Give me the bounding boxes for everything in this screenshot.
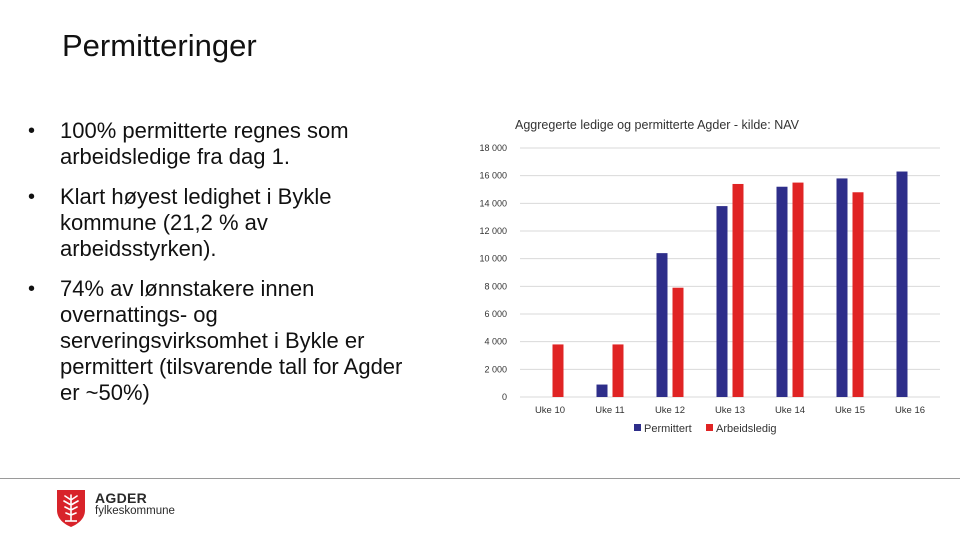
bar-chart <box>460 100 950 450</box>
bar-arbeidsledig-uke-15 <box>853 192 864 397</box>
x-tick-label: Uke 10 <box>534 405 566 416</box>
x-tick-label: Uke 12 <box>654 405 686 416</box>
y-tick-label: 14 000 <box>479 198 507 209</box>
legend-swatch-arbeidsledig <box>706 424 713 431</box>
bar-arbeidsledig-uke-14 <box>793 183 804 397</box>
x-tick-label: Uke 11 <box>595 405 625 416</box>
y-tick-label: 0 <box>501 392 507 402</box>
footer-divider <box>0 478 960 479</box>
y-tick-label: 2 000 <box>484 364 507 375</box>
chart-title: Aggregerte ledige og permitterte Agder - kilde: NAV <box>515 118 799 132</box>
y-tick-label: 16 000 <box>479 170 507 181</box>
bar-permittert-uke-11 <box>597 385 608 397</box>
bar-permittert-uke-15 <box>837 178 848 397</box>
slide-title: Permitteringer <box>62 28 257 63</box>
bullet-list <box>28 118 418 420</box>
legend-swatch-permittert <box>634 424 641 431</box>
bar-arbeidsledig-uke-12 <box>673 288 684 397</box>
legend-label-arbeidsledig: Arbeidsledig <box>716 423 777 435</box>
y-tick-label: 4 000 <box>484 336 507 347</box>
bar-permittert-uke-13 <box>717 206 728 397</box>
agder-coat-of-arms-icon <box>55 488 87 528</box>
y-tick-label: 6 000 <box>484 309 507 319</box>
bar-arbeidsledig-uke-13 <box>733 184 744 397</box>
bullet-item: • 100% permitterte regnes som arbeidsledige fra dag 1. <box>28 118 418 170</box>
y-tick-label: 8 000 <box>484 281 507 292</box>
logo-name: AGDER <box>95 490 148 506</box>
bar-permittert-uke-14 <box>777 187 788 397</box>
bar-permittert-uke-12 <box>657 253 668 397</box>
y-tick-label: 10 000 <box>479 253 507 264</box>
bar-permittert-uke-16 <box>897 172 908 397</box>
bar-arbeidsledig-uke-10 <box>553 344 564 397</box>
x-tick-label: Uke 15 <box>834 405 866 416</box>
legend-label-permittert: Permittert <box>644 423 692 435</box>
y-tick-label: 18 000 <box>479 143 507 153</box>
x-tick-label: Uke 14 <box>774 405 806 416</box>
bullet-item: • Klart høyest ledighet i Bykle kommune (21,2 % av arbeidsstyrken). <box>28 184 418 262</box>
x-tick-label: Uke 16 <box>894 405 926 416</box>
y-tick-label: 12 000 <box>479 226 507 236</box>
bar-arbeidsledig-uke-11 <box>613 344 624 397</box>
logo-subtitle: fylkeskommune <box>95 505 175 517</box>
bullet-item: • 74% av lønnstakere innen overnattings- og serveringsvirksomhet i Bykle er permittert (tilsvarende tall for Agder er ~50%) <box>28 276 418 406</box>
x-tick-label: Uke 13 <box>714 405 746 416</box>
